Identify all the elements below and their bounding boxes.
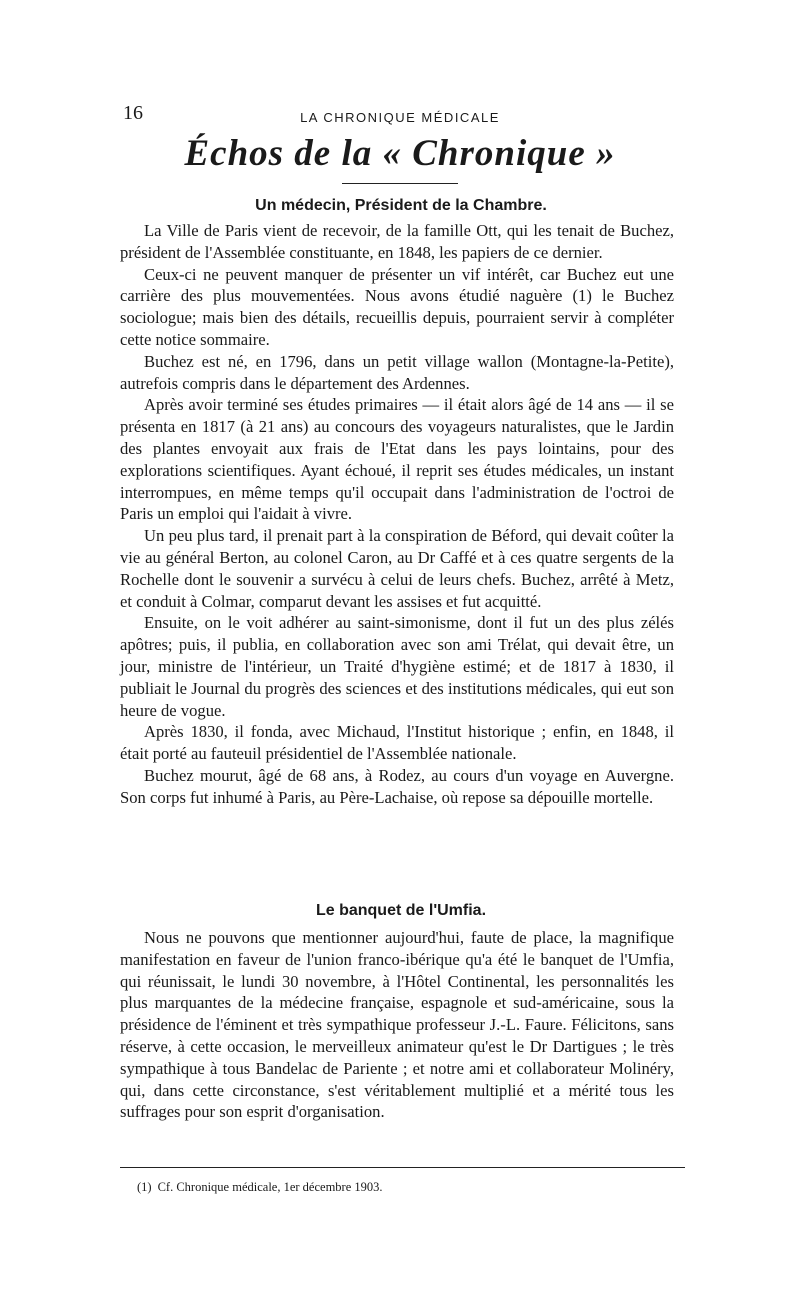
paragraph: Après 1830, il fonda, avec Michaud, l'Institut historique ; enfin, en 1848, il était porté au fauteuil présidentiel de l'Assemblée nationale. xyxy=(120,722,674,764)
footnote-number: (1) xyxy=(137,1180,152,1194)
running-head: LA CHRONIQUE MÉDICALE xyxy=(300,110,500,125)
page-number: 16 xyxy=(123,102,143,124)
article-body-buchez xyxy=(120,220,674,809)
footnote xyxy=(137,1180,383,1195)
footnote-text: Cf. Chronique médicale, 1er décembre 1903. xyxy=(157,1180,383,1194)
footnote-rule xyxy=(120,1167,685,1168)
article-title-buchez: Un médecin, Président de la Chambre. xyxy=(255,197,547,214)
paragraph: Buchez est né, en 1796, dans un petit village wallon (Montagne-la-Petite), autrefois compris dans le département des Ardennes. xyxy=(120,351,674,393)
paragraph: La Ville de Paris vient de recevoir, de la famille Ott, qui les tenait de Buchez, président de l'Assemblée constituante, en 1848, les papiers de ce dernier. xyxy=(120,221,674,262)
paragraph: Nous ne pouvons que mentionner aujourd'hui, faute de place, la magnifique manifestation en faveur de l'union franco-ibérique qu'a été le banquet de l'Umfia, qui réunissait, le lundi 30 novembre, à l'Hôtel Continental, les personnalités les plus marquantes de la médecine française, espagnole et sud-américaine, sous la présidence de l'éminent et très sympathique professeur J.-L. Faure. Félicitons, sans réserve, à cette occasion, le merveilleux animateur qu'est le Dr Dartigues ; le très sympathique à tous Bandelac de Pariente ; et notre ami et collaborateur Molinéry, qui, dans cette circonstance, s'est véritablement multiplié et a mérité tous les suffrages pour son esprit d'organisation. xyxy=(120,928,674,1122)
paragraph: Ceux-ci ne peuvent manquer de présenter un vif intérêt, car Buchez eut une carrière des plus mouvementées. Nous avons étudié naguère (1) le Buchez sociologue; mais bien des détails, recueillis depuis, pourraient servir à compléter cette notice sommaire. xyxy=(120,264,674,349)
paragraph: Un peu plus tard, il prenait part à la conspiration de Béford, qui devait coûter la vie au général Berton, au colonel Caron, au Dr Caffé et à ces quatre sergents de la Rochelle dont le souvenir a survécu à celui de leurs chefs. Buchez, arrêté à Metz, et conduit à Colmar, comparut devant les assises et fut acquitté. xyxy=(120,526,674,611)
section-title: Échos de la « Chronique » xyxy=(184,133,616,174)
paragraph: Après avoir terminé ses études primaires — il était alors âgé de 14 ans — il se présenta en 1817 (à 21 ans) au concours des voyageurs naturalistes, que le Jardin des plantes envoyait aux frais de l'Etat dans les pays lointains, pour des explorations scientifiques. Ayant échoué, il reprit ses études médicales, un instant interrompues, en même temps qu'il occupait dans l'administration de l'octroi de Paris un emploi qui l'aidait à vivre. xyxy=(120,395,674,524)
paragraph: Buchez mourut, âgé de 68 ans, à Rodez, au cours d'un voyage en Auvergne. Son corps fut inhumé à Paris, au Père-Lachaise, où repose sa dépouille mortelle. xyxy=(120,765,674,807)
title-rule xyxy=(342,183,458,184)
paragraph: Ensuite, on le voit adhérer au saint-simonisme, dont il fut un des plus zélés apôtres; puis, il publia, en collaboration avec son ami Trélat, qui devait être, un jour, ministre de l'intérieur, un Traité d'hygiène estimé; et de 1817 à 1830, il publiait le Journal du progrès des sciences et des institutions médicales, qui eut son heure de vogue. xyxy=(120,613,674,720)
article-title-umfia: Le banquet de l'Umfia. xyxy=(315,902,487,919)
article-body-umfia xyxy=(120,927,674,1123)
